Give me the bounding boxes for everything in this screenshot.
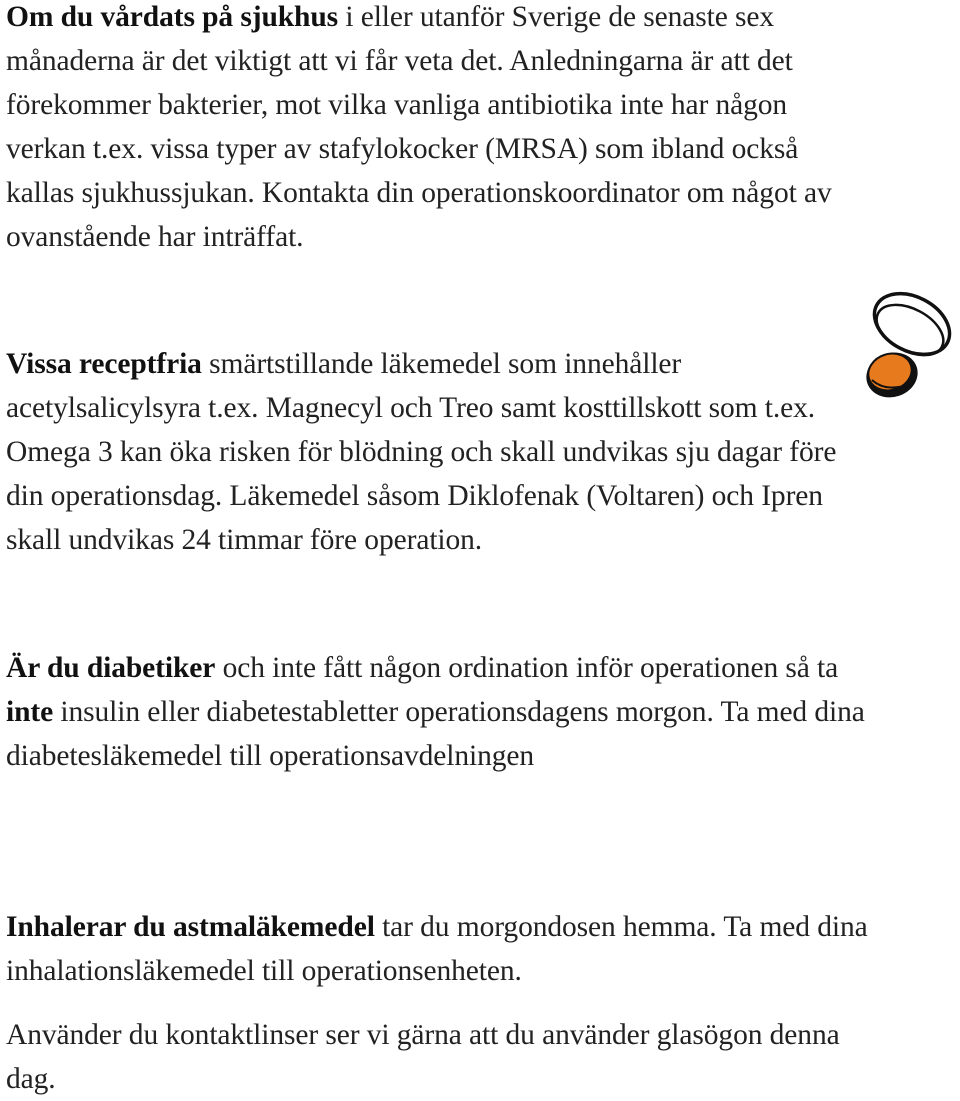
asthma-text: tar du morgondosen hemma. Ta med dina inhalationsläkemedel till operationsenheten.	[6, 911, 868, 987]
contact-lenses-text: Använder du kontaktlinser ser vi gärna att du använder glasögon denna dag.	[6, 1019, 840, 1095]
paragraph-asthma	[6, 905, 876, 993]
white-pill-icon	[864, 288, 960, 367]
diabetes-lead: Är du diabetiker	[6, 652, 216, 684]
painkillers-lead: Vissa receptfria	[6, 348, 202, 380]
pills-icon	[850, 288, 960, 408]
hospital-care-text: i eller utanför Sverige de senaste sex månaderna är det viktigt att vi får veta det. Anledningarna är att det förekommer bakterier, mot vilka vanliga antibiotika inte har någon verkan t.ex. vissa typer av stafylokocker (MRSA) som ibland också kallas sjukhussjukan. Kontakta din operationskoordinator om något av ovanstående har inträffat.	[6, 1, 832, 253]
paragraph-contact-lenses	[6, 1013, 876, 1101]
painkillers-text: smärtstillande läkemedel som innehåller acetylsalicylsyra t.ex. Magnecyl och Treo samt kosttillskott som t.ex. Omega 3 kan öka risken för blödning och skall undvikas sju dagar före din operationsdag. Läkemedel såsom Diklofenak (Voltaren) och Ipren skall undvikas 24 timmar före operation.	[6, 348, 837, 556]
diabetes-text-before: och inte fått någon ordination inför operationen så ta	[215, 652, 839, 684]
hospital-care-lead: Om du vårdats på sjukhus	[6, 1, 339, 33]
paragraph-hospital-care	[6, 0, 866, 259]
paragraph-painkillers	[6, 342, 866, 562]
paragraph-diabetes	[6, 646, 866, 778]
diabetes-emphasis: inte	[6, 696, 54, 728]
diabetes-text-after: insulin eller diabetestabletter operationsdagens morgon. Ta med dina diabetesläkemedel till operationsavdelningen	[6, 696, 865, 772]
asthma-lead: Inhalerar du astmaläkemedel	[6, 911, 375, 943]
